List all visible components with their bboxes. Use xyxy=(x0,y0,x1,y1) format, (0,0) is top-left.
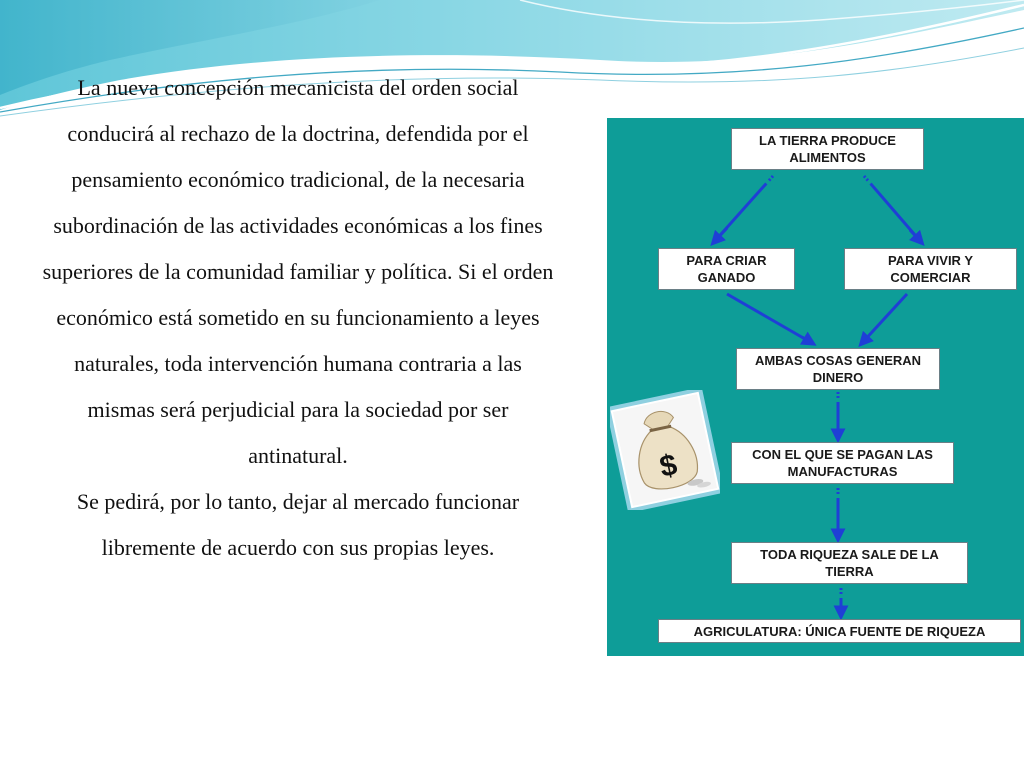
money-bag-icon xyxy=(610,390,720,510)
node-riqueza-tierra: TODA RIQUEZA SALE DE LA TIERRA xyxy=(731,542,968,584)
node-criar-ganado: PARA CRIAR GANADO xyxy=(658,248,795,290)
body-text xyxy=(40,65,556,571)
node-generan-dinero: AMBAS COSAS GENERAN DINERO xyxy=(736,348,940,390)
node-pagan-manufacturas: CON EL QUE SE PAGAN LAS MANUFACTURAS xyxy=(731,442,954,484)
flow-diagram xyxy=(607,118,1024,656)
arrow-tierra-vivir xyxy=(864,176,921,242)
svg-text:$: $ xyxy=(656,448,681,485)
node-vivir-comerciar: PARA VIVIR Y COMERCIAR xyxy=(844,248,1017,290)
paragraph-conclusion: Se pedirá, por lo tanto, dejar al mercado funcionar libremente de acuerdo con sus propias leyes. xyxy=(76,489,520,560)
paragraph-main: La nueva concepción mecanicista del orden social conducirá al rechazo de la doctrina, defendida por el pensamiento económico tradicional, de la necesaria subordinación de las actividades económicas a los fines superiores de la comunidad familiar y política. Si el orden económico está sometido en su funcionamiento a leyes naturales, toda intervención humana contraria a las mismas será perjudicial para la sociedad por ser antinatural. xyxy=(42,75,554,468)
arrow-vivir-dinero xyxy=(862,294,907,343)
node-tierra-produce: LA TIERRA PRODUCE ALIMENTOS xyxy=(731,128,924,170)
arrow-criar-dinero xyxy=(727,294,812,343)
arrow-tierra-criar xyxy=(714,176,773,242)
node-agricultura-unica: AGRICULATURA: ÚNICA FUENTE DE RIQUEZA xyxy=(658,619,1021,643)
